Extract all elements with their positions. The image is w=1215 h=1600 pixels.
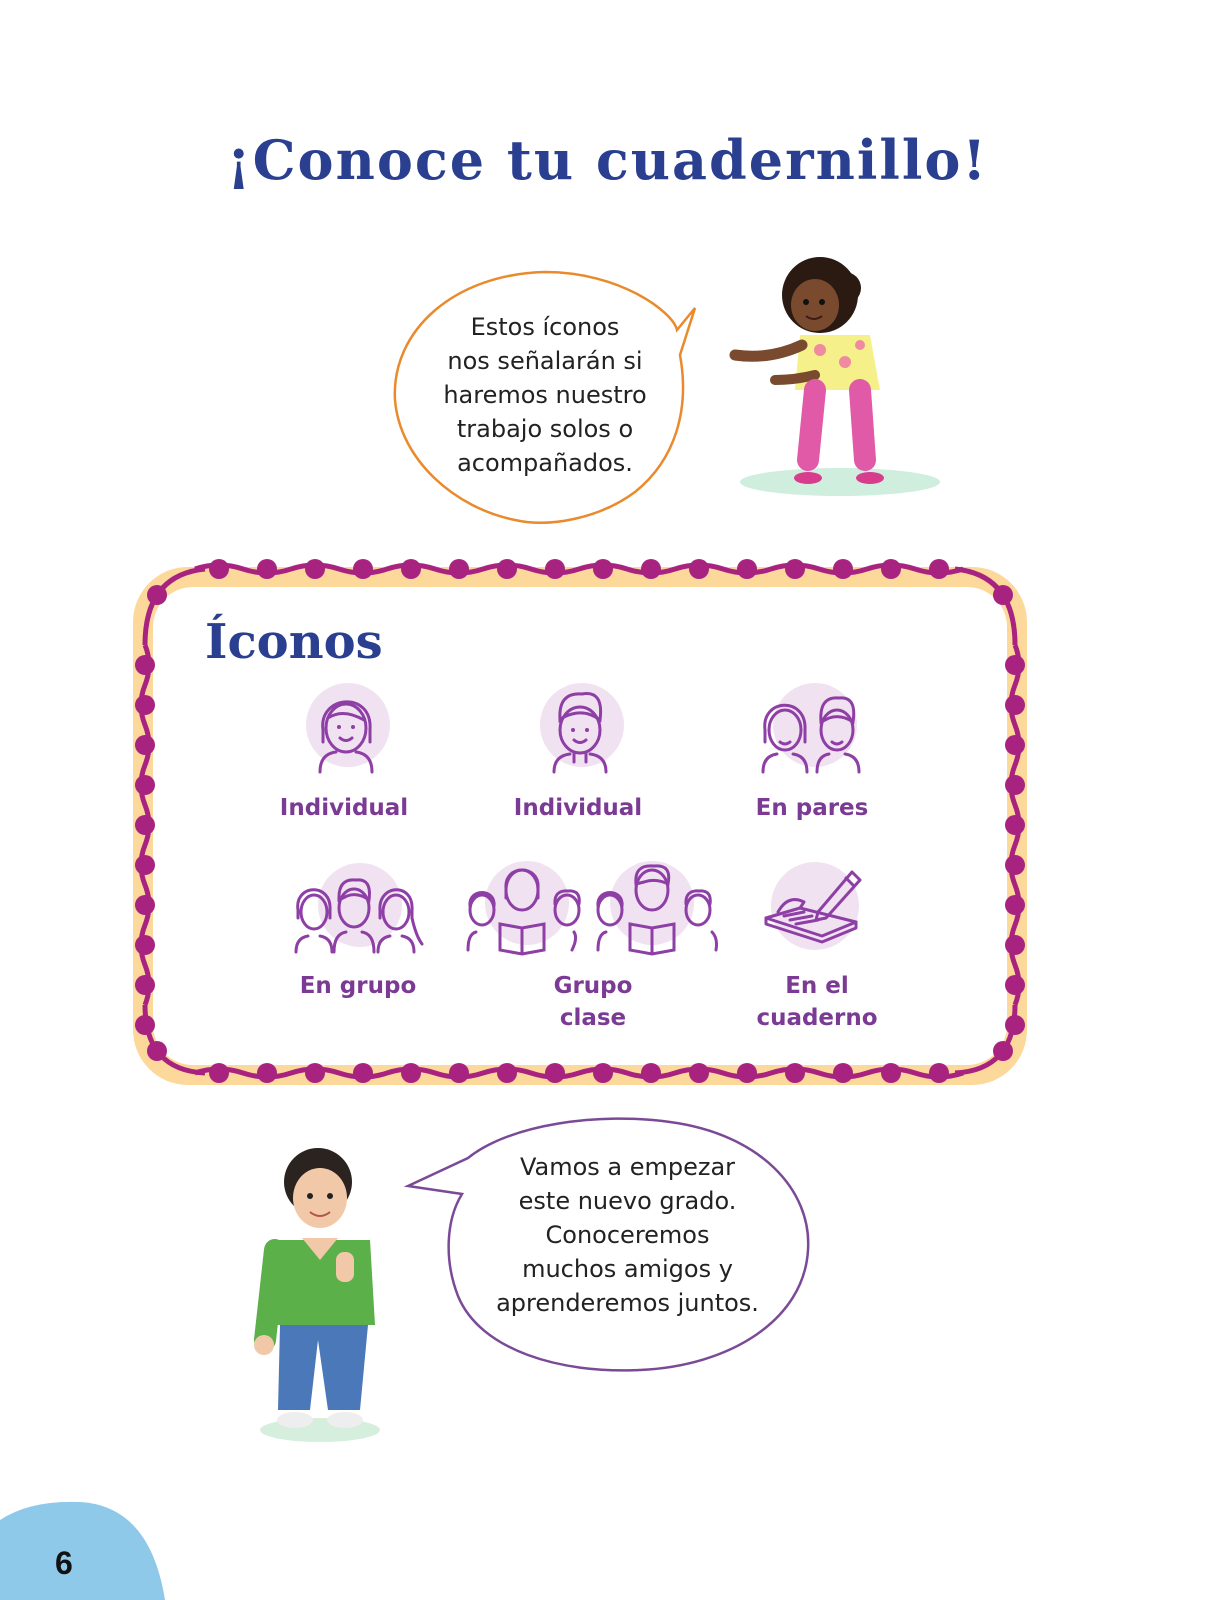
icon-label-individual-girl [254,792,434,824]
bubble-line: este nuevo grado. [518,1187,737,1215]
label-line: En grupo [299,973,417,999]
bubble-line: muchos amigos y [522,1255,733,1283]
label-line: Individual [279,795,409,821]
bubble-line: haremos nuestro [443,381,647,409]
girl-face-icon [298,680,393,775]
page-number-tab [0,1490,170,1600]
bubble-line: acompañados. [457,449,633,477]
label-line: clase [559,1005,627,1031]
label-line: Grupo [553,973,633,999]
boy-face-icon [532,680,627,775]
bubble-line: aprenderemos juntos. [496,1289,759,1317]
speech-bubble-top-text [420,310,670,480]
icon-label-grupo-clase [503,970,683,1034]
pair-faces-icon [755,680,870,775]
bubble-line: trabajo solos o [456,415,634,443]
bubble-line: Vamos a empezar [519,1153,736,1181]
class-group-icon [462,858,724,956]
page-title: ¡Conoce tu cuadernillo! [226,128,989,192]
girl-character-illustration [720,250,950,505]
label-line: En pares [755,795,869,821]
bubble-line: nos señalarán si [447,347,643,375]
label-line: Individual [513,795,643,821]
icon-label-en-pares [722,792,902,824]
bubble-line: Estos íconos [470,313,620,341]
boy-character-illustration [240,1140,400,1450]
page-number: 6 [55,1545,73,1581]
icon-label-en-grupo [268,970,448,1002]
icons-panel-title: Íconos [205,614,383,670]
icon-label-individual-boy [488,792,668,824]
icon-label-en-el-cuaderno [722,970,912,1034]
notebook-pencil-icon [760,856,868,956]
group-faces-icon [292,860,427,955]
label-line: cuaderno [756,1005,878,1031]
bubble-line: Conoceremos [545,1221,710,1249]
speech-bubble-bottom-text [465,1150,790,1320]
label-line: En el [785,973,849,999]
